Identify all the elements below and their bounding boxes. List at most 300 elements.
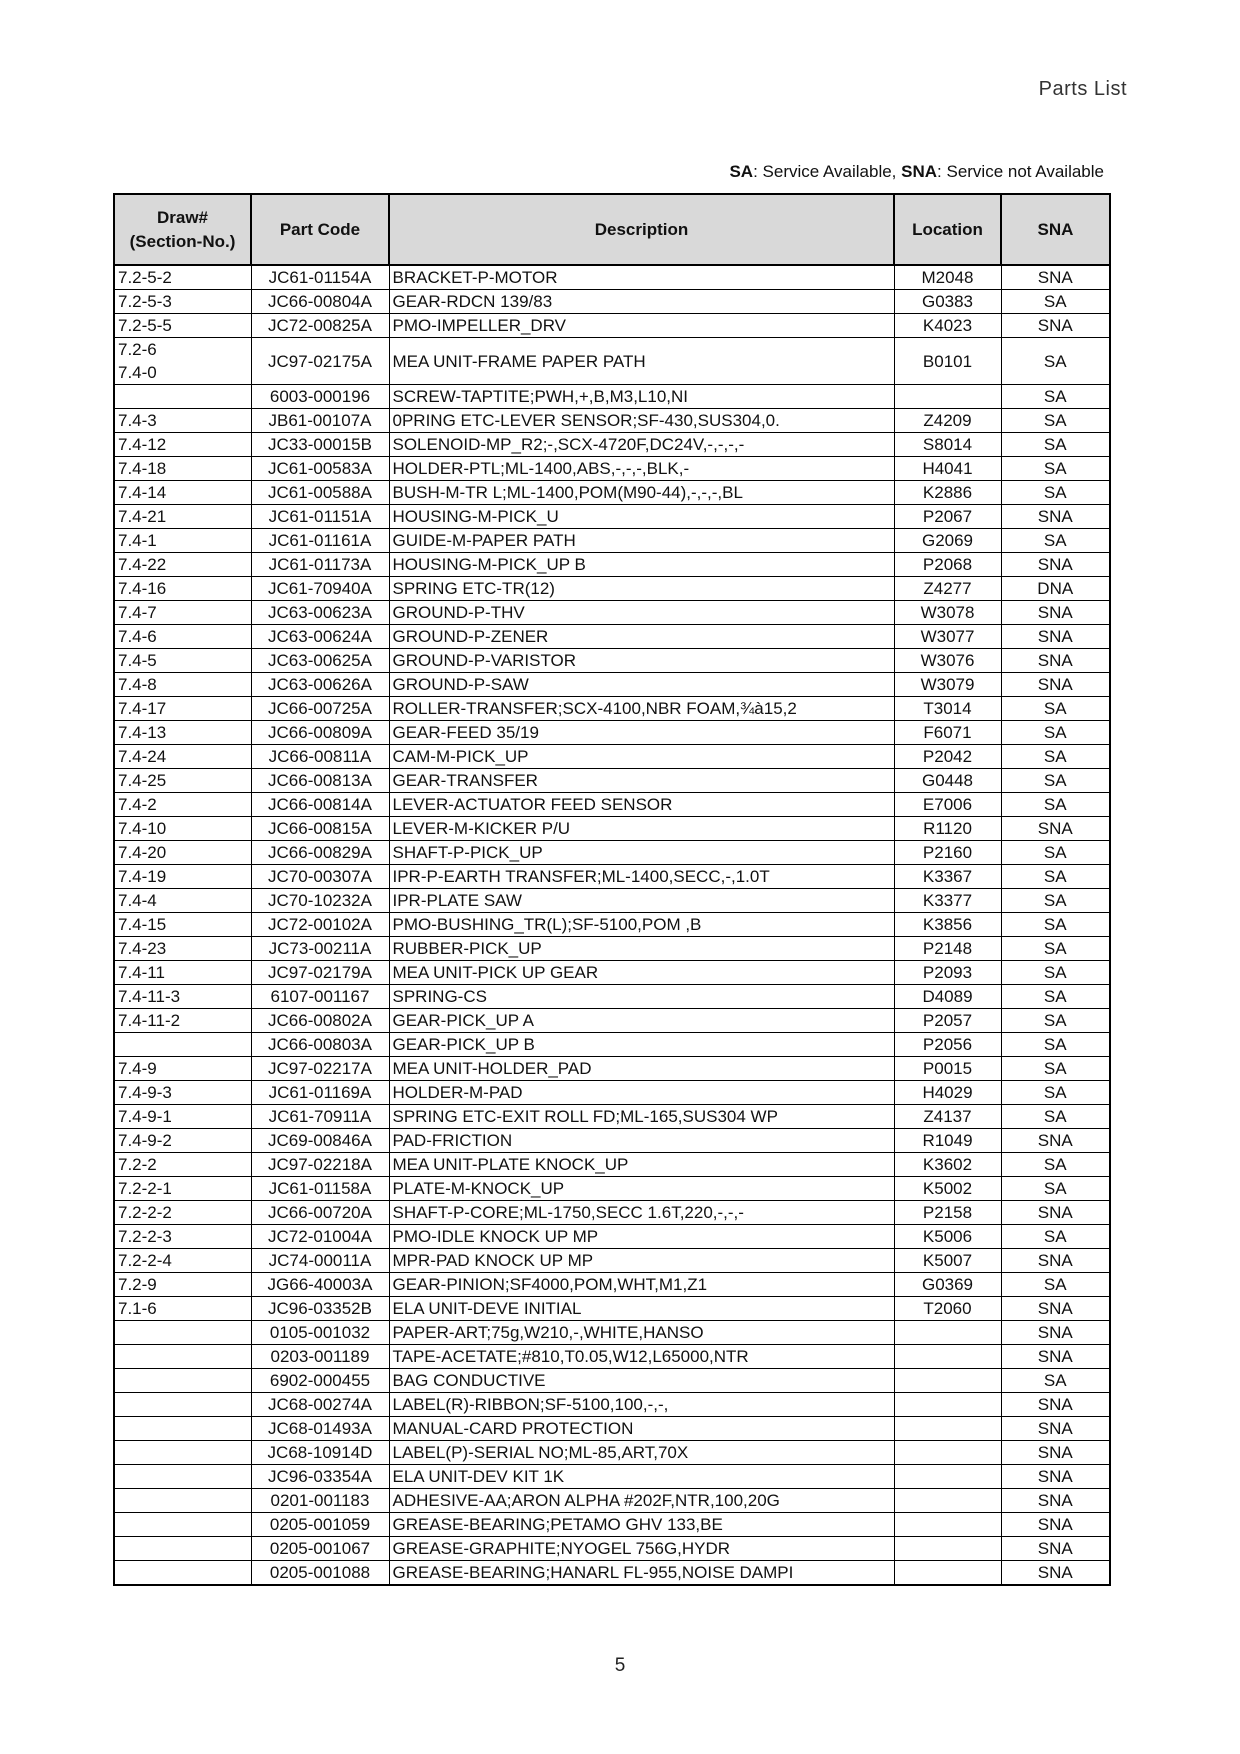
cell-part-code: JC61-01154A: [251, 265, 389, 290]
cell-description: TAPE-ACETATE;#810,T0.05,W12,L65000,NTR: [389, 1345, 894, 1369]
cell-part-code: 6107-001167: [251, 985, 389, 1009]
cell-location: P2057: [894, 1009, 1001, 1033]
cell-sna-status: SNA: [1001, 553, 1110, 577]
cell-location: K2886: [894, 481, 1001, 505]
cell-sna-status: SA: [1001, 1369, 1110, 1393]
table-row: [114, 409, 1110, 433]
cell-sna-status: SNA: [1001, 1201, 1110, 1225]
cell-sna-status: SA: [1001, 697, 1110, 721]
cell-part-code: 0203-001189: [251, 1345, 389, 1369]
cell-draw-number: 7.4-11: [114, 961, 251, 985]
cell-sna-status: SA: [1001, 841, 1110, 865]
legend: [729, 162, 1104, 182]
cell-part-code: JC66-00809A: [251, 721, 389, 745]
cell-draw-number: 7.2-2-3: [114, 1225, 251, 1249]
cell-location: H4029: [894, 1081, 1001, 1105]
cell-part-code: JC66-00725A: [251, 697, 389, 721]
cell-description: SPRING ETC-EXIT ROLL FD;ML-165,SUS304 WP: [389, 1105, 894, 1129]
table-row: [114, 865, 1110, 889]
cell-description: IPR-PLATE SAW: [389, 889, 894, 913]
cell-sna-status: SA: [1001, 1033, 1110, 1057]
cell-location: [894, 1321, 1001, 1345]
table-row: [114, 1153, 1110, 1177]
cell-description: SCREW-TAPTITE;PWH,+,B,M3,L10,NI: [389, 385, 894, 409]
cell-draw-number: [114, 385, 251, 409]
cell-sna-status: SA: [1001, 721, 1110, 745]
cell-part-code: JG66-40003A: [251, 1273, 389, 1297]
cell-sna-status: SNA: [1001, 625, 1110, 649]
cell-sna-status: SA: [1001, 433, 1110, 457]
cell-description: HOLDER-M-PAD: [389, 1081, 894, 1105]
cell-part-code: JC61-01151A: [251, 505, 389, 529]
cell-part-code: JC63-00624A: [251, 625, 389, 649]
table-row: [114, 529, 1110, 553]
cell-part-code: JC74-00011A: [251, 1249, 389, 1273]
cell-sna-status: SA: [1001, 745, 1110, 769]
cell-sna-status: SA: [1001, 457, 1110, 481]
cell-location: [894, 1489, 1001, 1513]
cell-draw-number: 7.4-10: [114, 817, 251, 841]
cell-description: GREASE-BEARING;HANARL FL-955,NOISE DAMPI: [389, 1561, 894, 1586]
cell-description: RUBBER-PICK_UP: [389, 937, 894, 961]
table-row: [114, 577, 1110, 601]
cell-draw-number: 7.4-9-1: [114, 1105, 251, 1129]
cell-location: G0448: [894, 769, 1001, 793]
cell-sna-status: SNA: [1001, 649, 1110, 673]
table-row: [114, 1081, 1110, 1105]
column-header-draw-line1: Draw#: [156, 207, 209, 227]
cell-description: GREASE-GRAPHITE;NYOGEL 756G,HYDR: [389, 1537, 894, 1561]
cell-location: R1049: [894, 1129, 1001, 1153]
cell-description: GEAR-PICK_UP A: [389, 1009, 894, 1033]
cell-draw-number: 7.4-23: [114, 937, 251, 961]
table-row: [114, 649, 1110, 673]
cell-draw-number: [114, 1513, 251, 1537]
cell-draw-number: 7.2-5-2: [114, 265, 251, 290]
legend-sa-abbr: SA: [729, 162, 754, 181]
table-row: [114, 697, 1110, 721]
cell-draw-number: 7.4-22: [114, 553, 251, 577]
cell-description: GROUND-P-SAW: [389, 673, 894, 697]
table-row: [114, 841, 1110, 865]
cell-part-code: JC73-00211A: [251, 937, 389, 961]
cell-description: SHAFT-P-PICK_UP: [389, 841, 894, 865]
table-row: [114, 1225, 1110, 1249]
cell-draw-number: 7.4-9-2: [114, 1129, 251, 1153]
cell-location: Z4277: [894, 577, 1001, 601]
table-row: [114, 817, 1110, 841]
table-row: [114, 1561, 1110, 1586]
cell-sna-status: SNA: [1001, 505, 1110, 529]
cell-part-code: JC96-03352B: [251, 1297, 389, 1321]
cell-draw-number: 7.2-2-2: [114, 1201, 251, 1225]
table-row: [114, 1033, 1110, 1057]
table-row: [114, 1537, 1110, 1561]
table-row: [114, 961, 1110, 985]
cell-description: GEAR-PINION;SF4000,POM,WHT,M1,Z1: [389, 1273, 894, 1297]
cell-draw-number: 7.4-8: [114, 673, 251, 697]
cell-sna-status: SNA: [1001, 1393, 1110, 1417]
cell-draw-number: 7.4-1: [114, 529, 251, 553]
cell-description: SPRING ETC-TR(12): [389, 577, 894, 601]
cell-part-code: JC68-00274A: [251, 1393, 389, 1417]
column-header-part-code: Part Code: [251, 194, 389, 265]
cell-draw-number-line2: 7.4-0: [118, 363, 157, 382]
cell-description: ELA UNIT-DEV KIT 1K: [389, 1465, 894, 1489]
cell-location: W3076: [894, 649, 1001, 673]
table-row: [114, 1009, 1110, 1033]
table-row: [114, 1441, 1110, 1465]
column-header-draw: [114, 194, 251, 265]
cell-location: Z4137: [894, 1105, 1001, 1129]
table-row: [114, 385, 1110, 409]
cell-draw-number-line1: 7.2-6: [118, 340, 157, 359]
cell-description: GROUND-P-THV: [389, 601, 894, 625]
cell-location: K5002: [894, 1177, 1001, 1201]
column-header-sna: SNA: [1001, 194, 1110, 265]
column-header-draw-line2: (Section-No.): [129, 231, 236, 251]
cell-location: [894, 1369, 1001, 1393]
cell-part-code: JC66-00803A: [251, 1033, 389, 1057]
cell-description: SOLENOID-MP_R2;-,SCX-4720F,DC24V,-,-,-,-: [389, 433, 894, 457]
cell-sna-status: SA: [1001, 1177, 1110, 1201]
cell-draw-number: 7.4-25: [114, 769, 251, 793]
cell-location: [894, 1441, 1001, 1465]
cell-description: 0PRING ETC-LEVER SENSOR;SF-430,SUS304,0.: [389, 409, 894, 433]
cell-part-code: JC63-00625A: [251, 649, 389, 673]
cell-part-code: JC66-00802A: [251, 1009, 389, 1033]
cell-draw-number: 7.4-24: [114, 745, 251, 769]
table-header-row: [114, 194, 1110, 265]
cell-draw-number: 7.2-2-1: [114, 1177, 251, 1201]
cell-location: P2068: [894, 553, 1001, 577]
table-row: [114, 601, 1110, 625]
table-row: [114, 1489, 1110, 1513]
column-header-description: Description: [389, 194, 894, 265]
cell-sna-status: DNA: [1001, 577, 1110, 601]
cell-draw-number: [114, 1561, 251, 1586]
cell-draw-number: 7.4-9-3: [114, 1081, 251, 1105]
cell-draw-number: 7.4-21: [114, 505, 251, 529]
cell-sna-status: SA: [1001, 913, 1110, 937]
cell-location: E7006: [894, 793, 1001, 817]
cell-part-code: JC66-00829A: [251, 841, 389, 865]
table-row: [114, 1249, 1110, 1273]
cell-sna-status: SA: [1001, 385, 1110, 409]
cell-description: MEA UNIT-PICK UP GEAR: [389, 961, 894, 985]
cell-draw-number: 7.2-2: [114, 1153, 251, 1177]
cell-sna-status: SNA: [1001, 1345, 1110, 1369]
cell-description: PMO-IMPELLER_DRV: [389, 314, 894, 338]
cell-sna-status: SA: [1001, 1009, 1110, 1033]
cell-draw-number: 7.2-5-5: [114, 314, 251, 338]
table-row: [114, 745, 1110, 769]
cell-draw-number: 7.4-17: [114, 697, 251, 721]
cell-sna-status: SA: [1001, 985, 1110, 1009]
cell-sna-status: SNA: [1001, 265, 1110, 290]
cell-description: GROUND-P-VARISTOR: [389, 649, 894, 673]
cell-part-code: JC66-00804A: [251, 290, 389, 314]
cell-part-code: JC72-01004A: [251, 1225, 389, 1249]
cell-draw-number: 7.4-15: [114, 913, 251, 937]
table-row: [114, 769, 1110, 793]
cell-sna-status: SA: [1001, 1057, 1110, 1081]
cell-part-code: JC66-00811A: [251, 745, 389, 769]
table-row: [114, 673, 1110, 697]
table-row: [114, 1297, 1110, 1321]
cell-draw-number: 7.4-11-2: [114, 1009, 251, 1033]
cell-part-code: JC61-01169A: [251, 1081, 389, 1105]
cell-draw-number: 7.4-6: [114, 625, 251, 649]
cell-description: CAM-M-PICK_UP: [389, 745, 894, 769]
table-row: [114, 553, 1110, 577]
cell-part-code: JC66-00814A: [251, 793, 389, 817]
table-row: [114, 290, 1110, 314]
cell-sna-status: SA: [1001, 961, 1110, 985]
table-row: [114, 338, 1110, 385]
table-row: [114, 505, 1110, 529]
cell-part-code: JC61-01161A: [251, 529, 389, 553]
table-row: [114, 481, 1110, 505]
cell-location: P2067: [894, 505, 1001, 529]
table-row: [114, 1177, 1110, 1201]
cell-description: GEAR-FEED 35/19: [389, 721, 894, 745]
cell-location: K4023: [894, 314, 1001, 338]
cell-location: G2069: [894, 529, 1001, 553]
cell-description: GEAR-RDCN 139/83: [389, 290, 894, 314]
parts-table: [113, 193, 1111, 1586]
cell-part-code: JC61-70940A: [251, 577, 389, 601]
cell-description: ELA UNIT-DEVE INITIAL: [389, 1297, 894, 1321]
cell-description: HOUSING-M-PICK_U: [389, 505, 894, 529]
cell-description: LEVER-M-KICKER P/U: [389, 817, 894, 841]
table-row: [114, 1513, 1110, 1537]
cell-draw-number: 7.4-16: [114, 577, 251, 601]
cell-location: W3077: [894, 625, 1001, 649]
cell-draw-number: 7.4-9: [114, 1057, 251, 1081]
cell-location: P2158: [894, 1201, 1001, 1225]
cell-sna-status: SNA: [1001, 1441, 1110, 1465]
cell-location: [894, 1465, 1001, 1489]
cell-part-code: 0205-001067: [251, 1537, 389, 1561]
cell-sna-status: SA: [1001, 290, 1110, 314]
cell-location: P2093: [894, 961, 1001, 985]
cell-location: [894, 1417, 1001, 1441]
cell-description: MPR-PAD KNOCK UP MP: [389, 1249, 894, 1273]
cell-part-code: JC97-02179A: [251, 961, 389, 985]
cell-description: ROLLER-TRANSFER;SCX-4100,NBR FOAM,¾à15,2: [389, 697, 894, 721]
cell-description: BUSH-M-TR L;ML-1400,POM(M90-44),-,-,-,BL: [389, 481, 894, 505]
cell-sna-status: SA: [1001, 1273, 1110, 1297]
cell-location: F6071: [894, 721, 1001, 745]
cell-draw-number: 7.4-11-3: [114, 985, 251, 1009]
cell-part-code: JC61-00583A: [251, 457, 389, 481]
cell-location: P0015: [894, 1057, 1001, 1081]
page-header-title: Parts List: [1038, 78, 1127, 100]
cell-location: T3014: [894, 697, 1001, 721]
table-row: [114, 913, 1110, 937]
cell-draw-number: 7.4-18: [114, 457, 251, 481]
cell-draw-number: 7.2-2-4: [114, 1249, 251, 1273]
table-row: [114, 721, 1110, 745]
cell-part-code: JC66-00815A: [251, 817, 389, 841]
cell-description: IPR-P-EARTH TRANSFER;ML-1400,SECC,-,1.0T: [389, 865, 894, 889]
cell-description: LABEL(P)-SERIAL NO;ML-85,ART,70X: [389, 1441, 894, 1465]
cell-sna-status: SNA: [1001, 314, 1110, 338]
cell-draw-number: 7.4-12: [114, 433, 251, 457]
cell-location: Z4209: [894, 409, 1001, 433]
cell-sna-status: SNA: [1001, 1513, 1110, 1537]
legend-sna-text: : Service not Available: [937, 162, 1104, 181]
parts-table-body: [114, 265, 1110, 1585]
cell-description: PLATE-M-KNOCK_UP: [389, 1177, 894, 1201]
table-row: [114, 1057, 1110, 1081]
cell-part-code: JC70-10232A: [251, 889, 389, 913]
cell-draw-number: [114, 1033, 251, 1057]
cell-part-code: JC61-70911A: [251, 1105, 389, 1129]
cell-part-code: 0205-001059: [251, 1513, 389, 1537]
cell-part-code: JC72-00102A: [251, 913, 389, 937]
table-row: [114, 1465, 1110, 1489]
cell-location: K3367: [894, 865, 1001, 889]
cell-sna-status: SA: [1001, 338, 1110, 385]
cell-location: B0101: [894, 338, 1001, 385]
cell-draw-number: [114, 338, 251, 385]
cell-location: [894, 1513, 1001, 1537]
cell-draw-number: 7.4-7: [114, 601, 251, 625]
cell-location: K3602: [894, 1153, 1001, 1177]
table-row: [114, 793, 1110, 817]
cell-draw-number: 7.4-5: [114, 649, 251, 673]
cell-location: [894, 1393, 1001, 1417]
page-number: 5: [614, 1655, 626, 1676]
cell-sna-status: SA: [1001, 769, 1110, 793]
cell-draw-number: 7.4-20: [114, 841, 251, 865]
cell-sna-status: SNA: [1001, 817, 1110, 841]
cell-location: K5006: [894, 1225, 1001, 1249]
cell-part-code: JC61-01158A: [251, 1177, 389, 1201]
cell-description: ADHESIVE-AA;ARON ALPHA #202F,NTR,100,20G: [389, 1489, 894, 1513]
cell-location: [894, 1345, 1001, 1369]
cell-part-code: 6003-000196: [251, 385, 389, 409]
cell-draw-number: [114, 1417, 251, 1441]
column-header-location: Location: [894, 194, 1001, 265]
cell-draw-number: 7.2-5-3: [114, 290, 251, 314]
cell-part-code: JC70-00307A: [251, 865, 389, 889]
table-row: [114, 985, 1110, 1009]
legend-sna-abbr: SNA: [901, 162, 938, 181]
cell-description: HOUSING-M-PICK_UP B: [389, 553, 894, 577]
cell-part-code: JC63-00623A: [251, 601, 389, 625]
cell-location: [894, 1561, 1001, 1586]
cell-sna-status: SNA: [1001, 1129, 1110, 1153]
table-row: [114, 1105, 1110, 1129]
cell-sna-status: SA: [1001, 793, 1110, 817]
cell-draw-number: [114, 1465, 251, 1489]
table-row: [114, 625, 1110, 649]
cell-description: PMO-BUSHING_TR(L);SF-5100,POM ,B: [389, 913, 894, 937]
cell-sna-status: SNA: [1001, 1561, 1110, 1586]
cell-sna-status: SA: [1001, 409, 1110, 433]
cell-draw-number: [114, 1393, 251, 1417]
table-row: [114, 889, 1110, 913]
cell-sna-status: SA: [1001, 889, 1110, 913]
cell-description: GEAR-PICK_UP B: [389, 1033, 894, 1057]
cell-draw-number: [114, 1537, 251, 1561]
cell-sna-status: SA: [1001, 937, 1110, 961]
cell-sna-status: SA: [1001, 529, 1110, 553]
table-row: [114, 1321, 1110, 1345]
cell-description: MANUAL-CARD PROTECTION: [389, 1417, 894, 1441]
cell-draw-number: [114, 1441, 251, 1465]
cell-description: GUIDE-M-PAPER PATH: [389, 529, 894, 553]
cell-draw-number: 7.4-13: [114, 721, 251, 745]
cell-part-code: JB61-00107A: [251, 409, 389, 433]
cell-draw-number: 7.4-2: [114, 793, 251, 817]
table-row: [114, 1273, 1110, 1297]
cell-description: HOLDER-PTL;ML-1400,ABS,-,-,-,BLK,-: [389, 457, 894, 481]
cell-part-code: JC96-03354A: [251, 1465, 389, 1489]
cell-sna-status: SNA: [1001, 673, 1110, 697]
cell-sna-status: SNA: [1001, 1249, 1110, 1273]
cell-part-code: 0205-001088: [251, 1561, 389, 1586]
cell-description: GEAR-TRANSFER: [389, 769, 894, 793]
cell-description: GREASE-BEARING;PETAMO GHV 133,BE: [389, 1513, 894, 1537]
cell-sna-status: SA: [1001, 1225, 1110, 1249]
cell-sna-status: SA: [1001, 1153, 1110, 1177]
cell-part-code: JC97-02218A: [251, 1153, 389, 1177]
cell-draw-number: [114, 1321, 251, 1345]
cell-description: PAD-FRICTION: [389, 1129, 894, 1153]
cell-location: M2048: [894, 265, 1001, 290]
cell-sna-status: SA: [1001, 865, 1110, 889]
cell-description: PAPER-ART;75g,W210,-,WHITE,HANSO: [389, 1321, 894, 1345]
cell-sna-status: SA: [1001, 1081, 1110, 1105]
cell-description: BAG CONDUCTIVE: [389, 1369, 894, 1393]
cell-draw-number: [114, 1489, 251, 1513]
cell-part-code: 6902-000455: [251, 1369, 389, 1393]
cell-location: P2042: [894, 745, 1001, 769]
cell-sna-status: SA: [1001, 1105, 1110, 1129]
table-row: [114, 1201, 1110, 1225]
table-row: [114, 314, 1110, 338]
table-row: [114, 457, 1110, 481]
cell-draw-number: 7.4-3: [114, 409, 251, 433]
cell-location: K5007: [894, 1249, 1001, 1273]
cell-location: K3856: [894, 913, 1001, 937]
cell-location: D4089: [894, 985, 1001, 1009]
table-row: [114, 1369, 1110, 1393]
cell-description: PMO-IDLE KNOCK UP MP: [389, 1225, 894, 1249]
cell-description: SHAFT-P-CORE;ML-1750,SECC 1.6T,220,-,-,-: [389, 1201, 894, 1225]
cell-sna-status: SNA: [1001, 1465, 1110, 1489]
cell-sna-status: SNA: [1001, 1537, 1110, 1561]
cell-draw-number: [114, 1369, 251, 1393]
cell-part-code: 0201-001183: [251, 1489, 389, 1513]
cell-description: MEA UNIT-FRAME PAPER PATH: [389, 338, 894, 385]
cell-part-code: JC61-01173A: [251, 553, 389, 577]
cell-description: LEVER-ACTUATOR FEED SENSOR: [389, 793, 894, 817]
cell-location: W3079: [894, 673, 1001, 697]
cell-sna-status: SNA: [1001, 1417, 1110, 1441]
cell-draw-number: 7.1-6: [114, 1297, 251, 1321]
table-row: [114, 265, 1110, 290]
cell-part-code: 0105-001032: [251, 1321, 389, 1345]
legend-sa-text: : Service Available,: [753, 162, 902, 181]
cell-part-code: JC66-00720A: [251, 1201, 389, 1225]
cell-location: W3078: [894, 601, 1001, 625]
cell-sna-status: SNA: [1001, 601, 1110, 625]
